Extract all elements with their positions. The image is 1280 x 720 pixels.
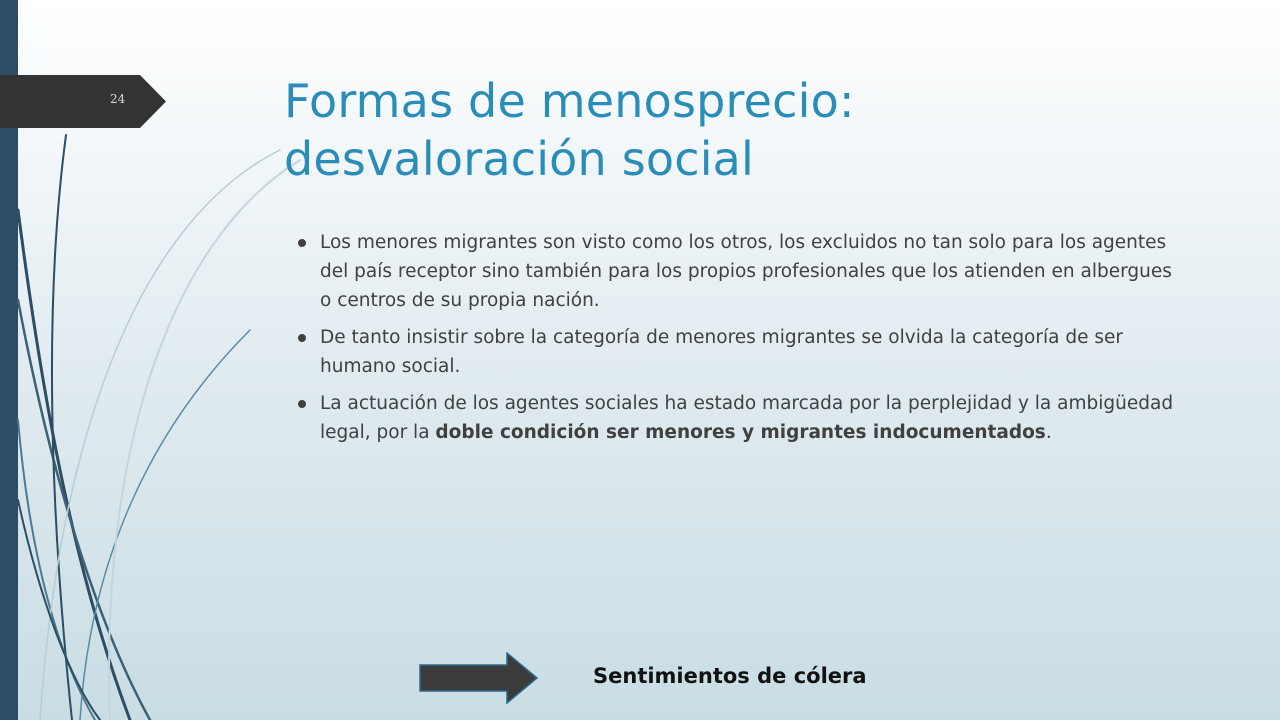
bullet-dot-icon (298, 239, 306, 247)
callout-label: Sentimientos de cólera (593, 664, 867, 688)
bullet-item (296, 389, 1186, 447)
bullet-bold-text: doble condición ser menores y migrantes indocumentados (435, 422, 1046, 443)
title-line-2: desvaloración social (284, 132, 755, 186)
slide-number: 24 (110, 92, 126, 106)
bullet-text: De tanto insistir sobre la categoría de menores migrantes se olvida la categoría de ser humano social. (320, 327, 1123, 377)
bullet-text: Los menores migrantes son visto como los otros, los excluidos no tan solo para los agentes del país receptor sino también para los propios profesionales que los atienden en albergues o centros de su propia nación. (320, 232, 1172, 311)
bullet-list (296, 228, 1186, 455)
bullet-dot-icon (298, 400, 306, 408)
slide-number-tab (0, 75, 166, 128)
bullet-text: La actuación de los agentes sociales ha estado marcada por la perplejidad y la ambigüedad legal, por la (320, 393, 1174, 443)
bullet-item (296, 228, 1186, 315)
bullet-dot-icon (298, 334, 306, 342)
bullet-item (296, 323, 1186, 381)
right-arrow-icon (419, 652, 539, 704)
slide-title (284, 72, 1184, 188)
bullet-text-end: . (1045, 422, 1052, 443)
title-line-1: Formas de menosprecio: (284, 74, 855, 128)
